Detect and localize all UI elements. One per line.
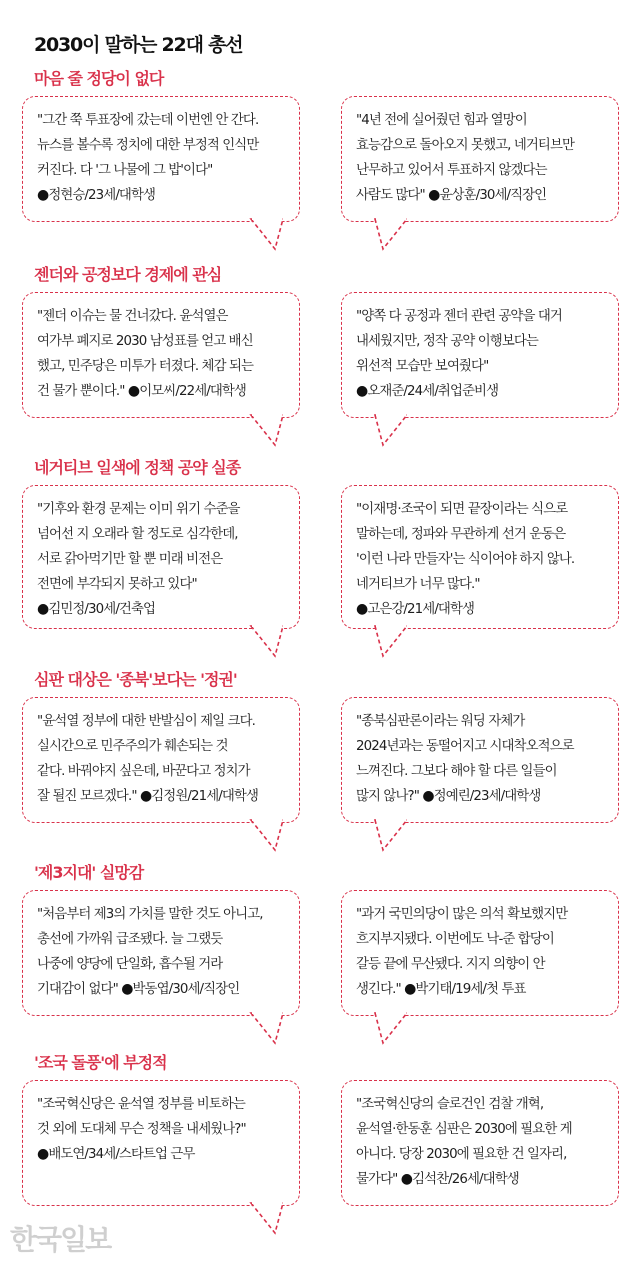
speech-tail bbox=[251, 219, 285, 249]
author-marker: ● bbox=[422, 788, 434, 804]
section-heading: 네거티브 일색에 정책 공약 실종 bbox=[34, 458, 241, 477]
quote-author bbox=[356, 384, 498, 399]
quote-bubble-right bbox=[341, 890, 619, 1016]
author-name: 박기태/19세/첫 투표 bbox=[415, 982, 526, 997]
speech-tail bbox=[373, 820, 407, 850]
quote-author bbox=[37, 1147, 195, 1162]
page-title: 2030이 말하는 22대 총선 bbox=[34, 34, 243, 56]
section-heading: '제3지대' 실망감 bbox=[34, 863, 144, 882]
section-heading: 젠더와 공정보다 경제에 관심 bbox=[34, 265, 222, 284]
section-heading: 심판 대상은 '종북'보다는 '정권' bbox=[34, 670, 237, 689]
author-marker: ● bbox=[121, 981, 133, 997]
quote-text: "종북심판론이라는 워딩 자체가 2024년과는 동떨어지고 시대착오적으로 느껴진다. 그보다 해야 할 다른 일들이 많지 않나?" bbox=[356, 714, 574, 804]
author-marker: ● bbox=[428, 187, 440, 203]
author-marker: ● bbox=[356, 383, 368, 399]
quote-author bbox=[404, 982, 525, 997]
quote-bubble-right bbox=[341, 485, 619, 629]
author-marker: ● bbox=[400, 1171, 413, 1187]
author-name: 오재준/24세/취업준비생 bbox=[367, 384, 499, 399]
section-heading: 마음 줄 정당이 없다 bbox=[34, 69, 164, 88]
speech-tail bbox=[373, 1013, 407, 1043]
quote-author bbox=[428, 188, 546, 203]
speech-tail bbox=[251, 626, 285, 656]
quote-bubble-left bbox=[22, 485, 300, 629]
author-name: 김정원/21세/대학생 bbox=[151, 789, 258, 804]
quote-author bbox=[121, 982, 239, 997]
quote-bubble-right bbox=[341, 1080, 619, 1206]
author-name: 김민정/30세/건축업 bbox=[48, 602, 156, 617]
quote-text: "과거 국민의당이 많은 의석 확보했지만 흐지부지됐다. 이번에도 낙-준 합당이 갈등 끝에 무산됐다. 지지 의향이 안 생긴다." bbox=[356, 907, 568, 997]
quote-bubble-left bbox=[22, 1080, 300, 1206]
quote-author bbox=[128, 384, 246, 399]
author-name: 박동엽/30세/직장인 bbox=[132, 982, 240, 997]
quote-text: "기후와 환경 문제는 이미 위기 수준을 넘어선 지 오래라 할 정도로 심각한데, 서로 갉아먹기만 할 뿐 미래 비전은 전면에 부각되지 못하고 있다" bbox=[37, 502, 240, 592]
quote-text: "조국혁신당의 슬로건인 검찰 개혁, 윤석열·한동훈 심판은 2030에 필요한 게 아니다. 당장 2030에 필요한 건 일자리, 물가다" bbox=[356, 1097, 572, 1187]
section-heading: '조국 돌풍'에 부정적 bbox=[34, 1053, 167, 1072]
author-marker: ● bbox=[404, 981, 416, 997]
quote-text: "윤석열 정부에 대한 반발심이 제일 크다. 실시간으로 민주주의가 훼손되는 것 같다. 바꿔야지 싶은데, 바꾼다고 정치가 잘 될진 모르겠다." bbox=[37, 714, 255, 804]
author-name: 이모씨/22세/대학생 bbox=[139, 384, 246, 399]
author-marker: ● bbox=[37, 187, 49, 203]
quote-bubble-right bbox=[341, 292, 619, 418]
quote-author bbox=[422, 789, 540, 804]
quote-bubble-left bbox=[22, 697, 300, 823]
quote-bubble-left bbox=[22, 96, 300, 222]
quote-text: "젠더 이슈는 물 건너갔다. 윤석열은 여가부 폐지로 2030 남성표를 얻고 배신 했고, 민주당은 미투가 터졌다. 체감 되는 건 물가 뿐이다." bbox=[37, 309, 254, 399]
author-name: 고은강/21세/대학생 bbox=[367, 602, 475, 617]
quote-bubble-left bbox=[22, 890, 300, 1016]
quote-bubble-right bbox=[341, 697, 619, 823]
quote-text: "처음부터 제3의 가치를 말한 것도 아니고, 총선에 가까워 급조됐다. 늘 그랬듯 나중에 양당에 단일화, 흡수될 거라 기대감이 없다" bbox=[37, 907, 263, 997]
speech-tail bbox=[251, 415, 285, 445]
quote-author bbox=[356, 602, 474, 617]
author-marker: ● bbox=[37, 1146, 49, 1162]
author-name: 윤상훈/30세/직장인 bbox=[439, 188, 547, 203]
quote-bubble-left bbox=[22, 292, 300, 418]
author-name: 정예린/23세/대학생 bbox=[433, 789, 541, 804]
quote-text: "조국혁신당은 윤석열 정부를 비토하는 것 외에 도대체 무슨 정책을 내세웠나?" bbox=[37, 1097, 246, 1137]
quote-author bbox=[140, 789, 258, 804]
quote-text: "양쪽 다 공정과 젠더 관련 공약을 대거 내세웠지만, 정작 공약 이행보다는 위선적 모습만 보여줬다" bbox=[356, 309, 562, 374]
author-name: 배도연/34세/스타트업 근무 bbox=[48, 1147, 195, 1162]
speech-tail bbox=[373, 626, 407, 656]
author-marker: ● bbox=[356, 601, 368, 617]
author-name: 김석찬/26세/대학생 bbox=[412, 1172, 519, 1187]
quote-author bbox=[37, 602, 155, 617]
publisher-watermark: 한국일보 bbox=[10, 1223, 111, 1256]
speech-tail bbox=[251, 820, 285, 850]
author-marker: ● bbox=[127, 383, 140, 399]
author-name: 정현승/23세/대학생 bbox=[48, 188, 156, 203]
author-marker: ● bbox=[139, 788, 152, 804]
speech-tail bbox=[251, 1203, 285, 1233]
quote-bubble-right bbox=[341, 96, 619, 222]
quote-text: "4년 전에 실어줬던 힘과 열망이 효능감으로 돌아오지 못했고, 네거티브만 난무하고 있어서 투표하지 않겠다는 사람도 많다" bbox=[356, 113, 575, 203]
quote-author bbox=[37, 188, 155, 203]
quote-author bbox=[401, 1172, 519, 1187]
speech-tail bbox=[373, 219, 407, 249]
speech-tail bbox=[373, 415, 407, 445]
author-marker: ● bbox=[37, 601, 49, 617]
quote-text: "그간 쭉 투표장에 갔는데 이번엔 안 간다. 뉴스를 볼수록 정치에 대한 부정적 인식만 커진다. 다 '그 나물에 그 밥'이다" bbox=[37, 113, 259, 178]
speech-tail bbox=[251, 1013, 285, 1043]
quote-text: "이재명·조국이 되면 끝장이라는 식으로 말하는데, 정파와 무관하게 선거 운동은 '이런 나라 만들자'는 식이어야 하지 않나. 네거티브가 너무 많다." bbox=[356, 502, 575, 592]
